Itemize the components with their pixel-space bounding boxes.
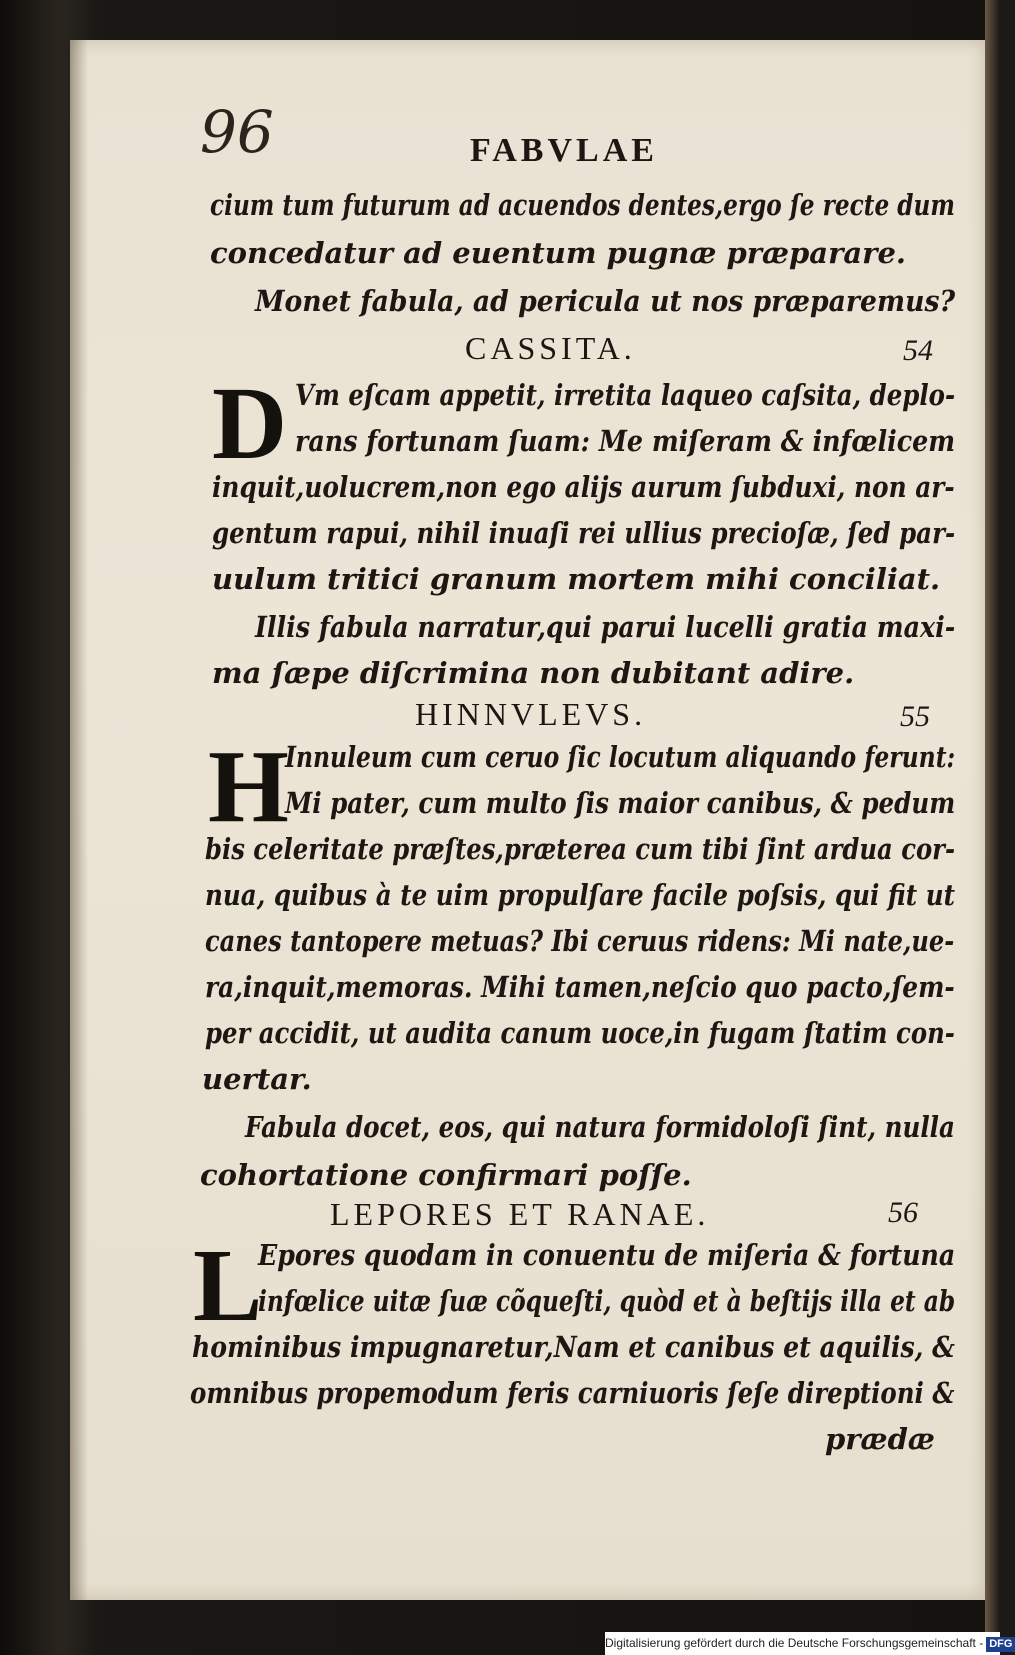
text-line: canes tantopere metuas? Ibi ceruus ridens: Mi nate,ue- — [205, 924, 955, 958]
text-line: gentum rapui, nihil inuaſi rei ullius precioſæ, ſed par- — [212, 516, 956, 550]
digitization-credit — [605, 1632, 1013, 1655]
catchword: prædæ — [825, 1422, 935, 1456]
dfg-logo: DFG — [986, 1637, 1015, 1652]
text-line: Mi pater, cum multo ſis maior canibus, & pedum — [285, 786, 956, 820]
fable-title: CASSITA. — [465, 330, 636, 366]
drop-cap-initial: D — [212, 366, 288, 481]
fable-number: 54 — [903, 334, 933, 367]
page-gutter-shadow — [70, 40, 88, 1600]
text-line: Epores quodam in conuentu de miſeria & fortuna — [258, 1238, 956, 1272]
running-head: FABVLAE — [470, 132, 658, 169]
text-line: Vm eſcam appetit, irretita laqueo caſsita, deplo- — [295, 378, 956, 412]
fable-title: HINNVLEVS. — [415, 696, 647, 732]
book-edge — [985, 0, 1000, 1640]
text-line: nua, quibus à te uim propulſare facile poſsis, qui fit ut — [205, 878, 955, 912]
text-line: Innuleum cum ceruo ſic locutum aliquando ferunt: — [285, 740, 956, 774]
text-line: Fabula docet, eos, qui natura formidoloſi ſint, nulla — [245, 1110, 955, 1144]
text-line: uulum tritici granum mortem mihi conciliat. — [212, 562, 941, 596]
text-line: omnibus propemodum feris carniuoris ſeſe direptioni & — [190, 1376, 955, 1410]
page-number: 96 — [200, 98, 274, 166]
text-line: inquit,uolucrem,non ego alijs aurum ſubduxi, non ar- — [212, 470, 955, 504]
text-line: ma ſæpe diſcrimina non dubitant adire. — [212, 656, 855, 690]
text-line: concedatur ad euentum pugnæ præparare. — [210, 236, 906, 270]
text-line: uertar. — [202, 1062, 312, 1096]
drop-cap-initial: L — [193, 1228, 263, 1343]
fable-number: 56 — [888, 1196, 918, 1229]
fable-number: 55 — [900, 700, 930, 733]
text-line: bis celeritate præſtes,præterea cum tibi ſint ardua cor- — [205, 832, 956, 866]
fable-title: LEPORES ET RANAE. — [330, 1196, 710, 1232]
text-line: rans fortunam ſuam: Me miſeram & infœlicem — [295, 424, 956, 458]
text-line: Monet fabula, ad pericula ut nos præparemus? — [255, 284, 956, 318]
text-line: Illis fabula narratur,qui parui lucelli gratia maxi- — [255, 610, 956, 644]
text-line: infœlice uitæ ſuæ cõqueſti, quòd et à beſtijs illa et ab — [258, 1284, 956, 1318]
text-line: cohortatione confirmari poſſe. — [200, 1158, 692, 1192]
credit-text: Digitalisierung gefördert durch die Deutsche Forschungsgemeinschaft - — [605, 1636, 984, 1650]
text-line: ra,inquit,memoras. Mihi tamen,neſcio quo pacto,ſem- — [205, 970, 955, 1004]
text-line: per accidit, ut audita canum uoce,in fugam ſtatim con- — [205, 1016, 955, 1050]
text-line: cium tum futurum ad acuendos dentes,ergo ſe recte dum — [210, 188, 955, 222]
drop-cap-initial: H — [208, 729, 289, 844]
text-line: hominibus impugnaretur,Nam et canibus et aquilis, & — [192, 1330, 955, 1364]
